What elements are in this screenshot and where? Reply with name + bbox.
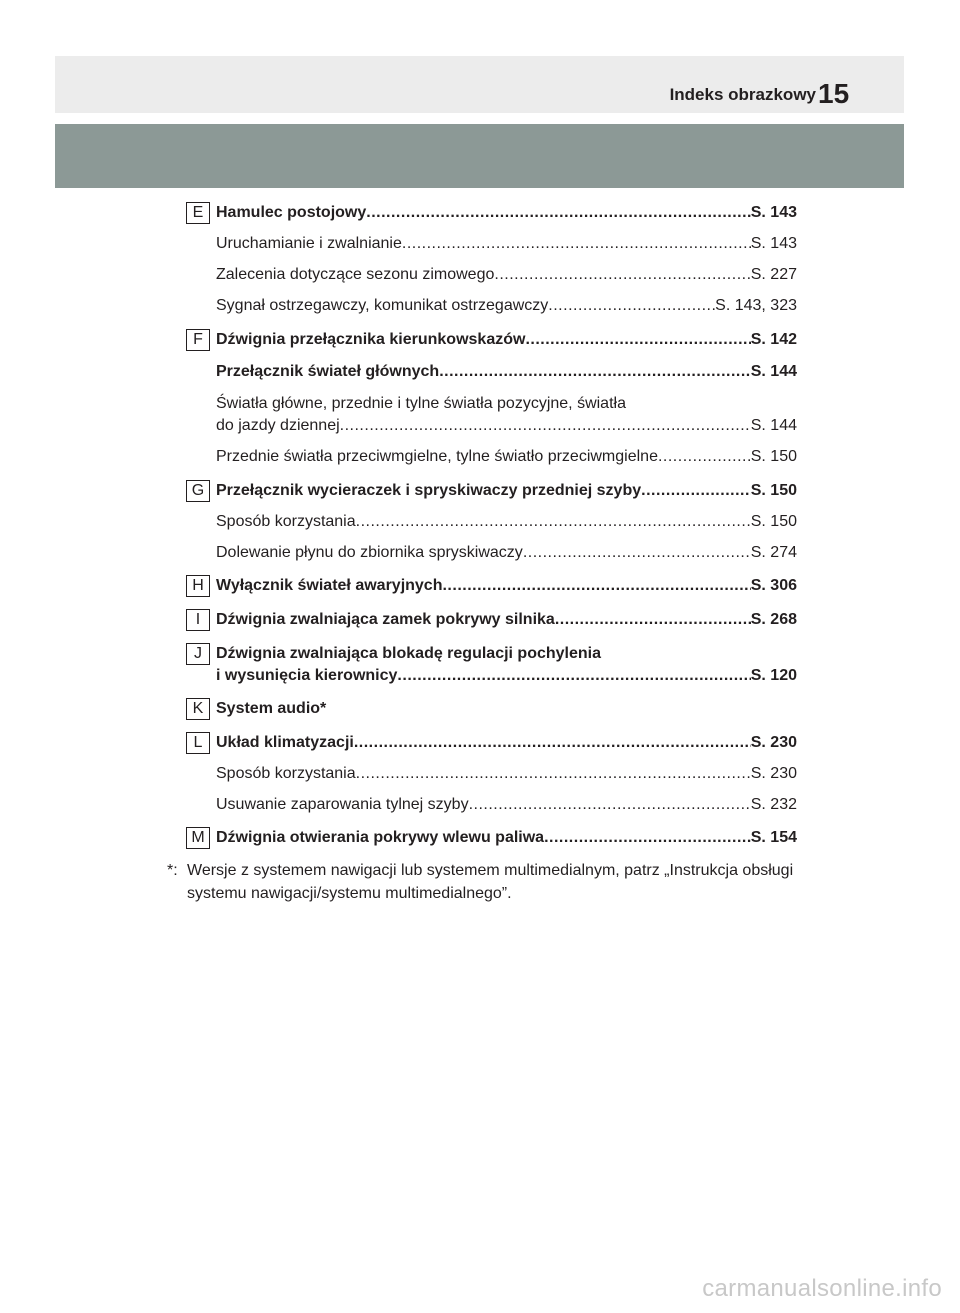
index-entry[interactable] bbox=[216, 609, 797, 631]
entry-page: S. 143 bbox=[750, 204, 797, 221]
index-entry-text bbox=[216, 393, 797, 415]
entry-label: Zalecenia dotyczące sezonu zimowego bbox=[216, 266, 495, 283]
entry-label: Hamulec postojowy bbox=[216, 204, 367, 221]
badge-f: F bbox=[186, 329, 210, 351]
entry-label: Dźwignia przełącznika kierunkowskazów bbox=[216, 331, 526, 348]
entry-page: S. 144 bbox=[750, 417, 797, 434]
entry-label: Dźwignia zwalniająca zamek pokrywy silnika bbox=[216, 611, 555, 628]
entry-label: Sposób korzystania bbox=[216, 765, 356, 782]
index-entry[interactable] bbox=[216, 415, 797, 437]
badge-g: G bbox=[186, 480, 210, 502]
index-entry[interactable] bbox=[216, 295, 797, 317]
section-band bbox=[55, 124, 904, 188]
index-entry[interactable] bbox=[216, 511, 797, 533]
entry-page: S. 150 bbox=[750, 482, 797, 499]
page-number: 15 bbox=[818, 78, 850, 109]
badge-e: E bbox=[186, 202, 210, 224]
entry-page: S. 232 bbox=[750, 796, 797, 813]
badge-j: J bbox=[186, 643, 210, 665]
badge-k: K bbox=[186, 698, 210, 720]
badge-l: L bbox=[186, 732, 210, 754]
index-entry[interactable] bbox=[216, 233, 797, 255]
entry-page: S. 306 bbox=[750, 577, 797, 594]
badge-i: I bbox=[186, 609, 210, 631]
badge-h: H bbox=[186, 575, 210, 597]
entry-label: Przełącznik świateł głównych bbox=[216, 363, 440, 380]
index-entry[interactable] bbox=[216, 542, 797, 564]
entry-page: S. 227 bbox=[750, 266, 797, 283]
entry-page: S. 150 bbox=[750, 448, 797, 465]
index-entry[interactable] bbox=[216, 665, 797, 687]
entry-label: Dźwignia otwierania pokrywy wlewu paliwa bbox=[216, 829, 545, 846]
entry-label: Przełącznik wycieraczek i spryskiwaczy przedniej szyby bbox=[216, 482, 642, 499]
index-entry[interactable] bbox=[216, 698, 797, 720]
entry-page: S. 230 bbox=[750, 734, 797, 751]
entry-label: Uruchamianie i zwalnianie bbox=[216, 235, 402, 252]
index-entry[interactable] bbox=[216, 480, 797, 502]
badge-m: M bbox=[186, 827, 210, 849]
entry-page: S. 144 bbox=[750, 363, 797, 380]
index-entry[interactable] bbox=[216, 329, 797, 351]
entry-label: Przednie światła przeciwmgielne, tylne światło przeciwmgielne bbox=[216, 448, 658, 465]
entry-label: Usuwanie zaparowania tylnej szyby bbox=[216, 796, 469, 813]
entry-label: Dźwignia zwalniająca blokadę regulacji pochylenia bbox=[216, 645, 602, 662]
entry-label: Układ klimatyzacji bbox=[216, 734, 354, 751]
entry-page: S. 274 bbox=[750, 544, 797, 561]
index-entry[interactable] bbox=[216, 763, 797, 785]
entry-label: i wysunięcia kierownicy bbox=[216, 667, 398, 684]
watermark: carmanualsonline.info bbox=[702, 1275, 942, 1302]
entry-label: Sposób korzystania bbox=[216, 513, 356, 530]
footnote bbox=[167, 859, 827, 905]
entry-page: S. 154 bbox=[750, 829, 797, 846]
footnote-mark: *: bbox=[167, 862, 178, 879]
index-entry-text bbox=[216, 643, 797, 665]
index-entry[interactable] bbox=[216, 361, 797, 383]
entry-page: S. 120 bbox=[750, 667, 797, 684]
page-title: Indeks obrazkowy bbox=[669, 85, 816, 104]
entry-page: S. 230 bbox=[750, 765, 797, 782]
entry-page: S. 150 bbox=[750, 513, 797, 530]
index-entry[interactable] bbox=[216, 264, 797, 286]
entry-page: S. 268 bbox=[750, 611, 797, 628]
footnote-text: Wersje z systemem nawigacji lub systemem multimedialnym, patrz „Instrukcja obsługi systemu nawigacji/systemu multimedialnego”. bbox=[187, 862, 794, 902]
entry-label: Sygnał ostrzegawczy, komunikat ostrzegawczy bbox=[216, 297, 549, 314]
entry-page: S. 143 bbox=[750, 235, 797, 252]
entry-page: S. 143, 323 bbox=[715, 297, 797, 314]
entry-label: Wyłącznik świateł awaryjnych bbox=[216, 577, 443, 594]
entry-label: do jazdy dziennej bbox=[216, 417, 340, 434]
index-entry[interactable] bbox=[216, 446, 797, 468]
index-entry[interactable] bbox=[216, 732, 797, 754]
entry-label: Dolewanie płynu do zbiornika spryskiwaczy bbox=[216, 544, 523, 561]
entry-label: System audio* bbox=[216, 700, 327, 717]
entry-label: Światła główne, przednie i tylne światła pozycyjne, światła bbox=[216, 395, 626, 412]
index-entry[interactable] bbox=[216, 827, 797, 849]
index-entry[interactable] bbox=[216, 575, 797, 597]
index-entry[interactable] bbox=[216, 202, 797, 224]
entry-page: S. 142 bbox=[750, 331, 797, 348]
index-entry[interactable] bbox=[216, 794, 797, 816]
